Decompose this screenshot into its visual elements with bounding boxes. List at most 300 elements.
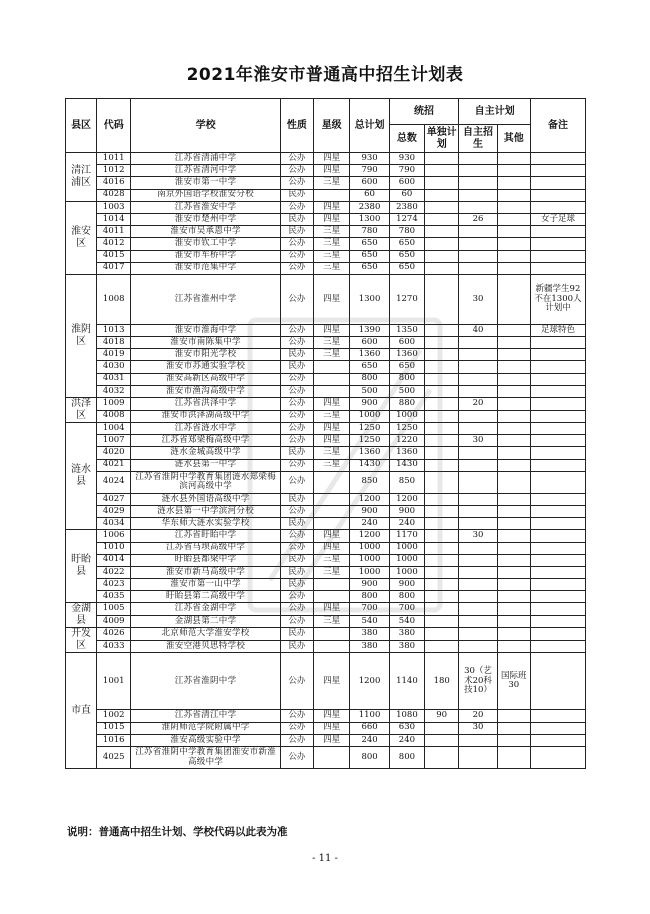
- table-row: [66, 554, 586, 566]
- total-plan-cell: 700: [350, 603, 389, 616]
- nature-cell: 公办: [280, 274, 313, 324]
- other-cell: [497, 628, 530, 641]
- school-cell: 江苏省清河中学: [131, 165, 280, 177]
- code-cell: 4033: [97, 640, 131, 653]
- county-cell: 清江浦区: [66, 153, 97, 202]
- unified-total-cell: 1200: [389, 493, 424, 505]
- school-cell: 涟水县外国语高级中学: [131, 493, 280, 505]
- school-cell: 淮安市苏通实验学校: [131, 361, 280, 373]
- separate-plan-cell: [425, 471, 459, 493]
- unified-total-cell: 790: [389, 165, 424, 177]
- code-cell: 4008: [97, 410, 131, 423]
- nature-cell: 公办: [280, 385, 313, 397]
- self-enroll-cell: [459, 459, 497, 471]
- separate-plan-cell: [425, 226, 459, 238]
- other-cell: [497, 640, 530, 653]
- unified-total-cell: 1220: [389, 435, 424, 447]
- self-enroll-cell: [459, 615, 497, 628]
- remarks-cell: [530, 615, 585, 628]
- school-cell: 江苏省淮安中学: [131, 201, 280, 213]
- separate-plan-cell: [425, 603, 459, 616]
- remarks-cell: [530, 566, 585, 578]
- school-cell: 江苏省涟水中学: [131, 423, 280, 435]
- separate-plan-cell: [425, 250, 459, 262]
- self-enroll-cell: [459, 226, 497, 238]
- total-plan-cell: 930: [350, 153, 389, 165]
- table-row: [66, 250, 586, 262]
- table-row: [66, 262, 586, 274]
- total-plan-cell: 850: [350, 471, 389, 493]
- total-plan-cell: 800: [350, 747, 389, 769]
- remarks-cell: 新疆学生92不在1300人计划中: [530, 274, 585, 324]
- total-plan-cell: 1430: [350, 459, 389, 471]
- self-enroll-cell: [459, 505, 497, 517]
- unified-total-cell: 1430: [389, 459, 424, 471]
- nature-cell: 公办: [280, 722, 313, 734]
- table-row: [66, 324, 586, 336]
- unified-total-cell: 700: [389, 603, 424, 616]
- star-cell: 四星: [314, 213, 350, 225]
- total-plan-cell: 900: [350, 505, 389, 517]
- unified-total-cell: 630: [389, 722, 424, 734]
- table-row: [66, 373, 586, 385]
- total-plan-cell: 1300: [350, 274, 389, 324]
- code-cell: 1003: [97, 201, 131, 213]
- self-enroll-cell: 30: [459, 722, 497, 734]
- separate-plan-cell: [425, 385, 459, 397]
- school-cell: 淮安高级实验中学: [131, 734, 280, 746]
- star-cell: 四星: [314, 542, 350, 554]
- code-cell: 4024: [97, 471, 131, 493]
- other-cell: [497, 398, 530, 411]
- other-cell: [497, 262, 530, 274]
- self-enroll-cell: [459, 471, 497, 493]
- remarks-cell: [530, 447, 585, 459]
- self-enroll-cell: [459, 591, 497, 603]
- other-cell: [497, 373, 530, 385]
- unified-total-cell: 60: [389, 189, 424, 201]
- school-cell: 淮安市范集中学: [131, 262, 280, 274]
- separate-plan-cell: [425, 530, 459, 542]
- remarks-cell: [530, 361, 585, 373]
- self-enroll-cell: [459, 628, 497, 641]
- table-row: [66, 177, 586, 189]
- other-cell: [497, 337, 530, 349]
- total-plan-cell: 800: [350, 373, 389, 385]
- nature-cell: 公办: [280, 373, 313, 385]
- star-cell: [314, 518, 350, 530]
- total-plan-cell: 650: [350, 262, 389, 274]
- other-cell: [497, 615, 530, 628]
- total-plan-cell: 1250: [350, 423, 389, 435]
- other-cell: [497, 447, 530, 459]
- star-cell: 四星: [314, 722, 350, 734]
- self-enroll-cell: [459, 734, 497, 746]
- code-cell: 1014: [97, 213, 131, 225]
- header-separate-plan: 单独计划: [425, 125, 459, 153]
- separate-plan-cell: 180: [425, 653, 459, 710]
- footnote: 说明：普通高中招生计划、学校代码以此表为准: [67, 826, 288, 838]
- other-cell: [497, 566, 530, 578]
- other-cell: [497, 361, 530, 373]
- self-enroll-cell: [459, 373, 497, 385]
- table-row: [66, 213, 586, 225]
- nature-cell: 公办: [280, 530, 313, 542]
- code-cell: 4012: [97, 238, 131, 250]
- header-other: 其他: [497, 125, 530, 153]
- page-number: - 11 -: [312, 853, 338, 864]
- school-cell: 淮阴师范学院附属中学: [131, 722, 280, 734]
- remarks-cell: [530, 373, 585, 385]
- code-cell: 1004: [97, 423, 131, 435]
- self-enroll-cell: [459, 423, 497, 435]
- self-enroll-cell: [459, 554, 497, 566]
- total-plan-cell: 800: [350, 591, 389, 603]
- remarks-cell: [530, 250, 585, 262]
- separate-plan-cell: [425, 337, 459, 349]
- header-unified: 统招: [389, 99, 459, 125]
- remarks-cell: [530, 591, 585, 603]
- remarks-cell: [530, 542, 585, 554]
- self-enroll-cell: [459, 153, 497, 165]
- separate-plan-cell: [425, 423, 459, 435]
- other-cell: [497, 410, 530, 423]
- school-cell: 淮安市洪泽湖高级中学: [131, 410, 280, 423]
- unified-total-cell: 1360: [389, 447, 424, 459]
- star-cell: 四星: [314, 274, 350, 324]
- total-plan-cell: 1200: [350, 493, 389, 505]
- nature-cell: 公办: [280, 238, 313, 250]
- star-cell: 三星: [314, 459, 350, 471]
- separate-plan-cell: [425, 640, 459, 653]
- school-cell: 淮安市阳光学校: [131, 349, 280, 361]
- table-row: [66, 238, 586, 250]
- school-cell: 涟水县第一中学滨河分校: [131, 505, 280, 517]
- nature-cell: 公办: [280, 615, 313, 628]
- table-row: [66, 398, 586, 411]
- other-cell: [497, 722, 530, 734]
- unified-total-cell: 800: [389, 747, 424, 769]
- self-enroll-cell: [459, 385, 497, 397]
- code-cell: 4022: [97, 566, 131, 578]
- other-cell: [497, 189, 530, 201]
- unified-total-cell: 880: [389, 398, 424, 411]
- nature-cell: 公办: [280, 542, 313, 554]
- star-cell: 四星: [314, 398, 350, 411]
- table-body: [66, 153, 586, 769]
- nature-cell: 民办: [280, 628, 313, 641]
- table-row: [66, 710, 586, 722]
- header-county: 县区: [66, 99, 97, 153]
- star-cell: 四星: [314, 324, 350, 336]
- table-row: [66, 542, 586, 554]
- other-cell: [497, 177, 530, 189]
- separate-plan-cell: [425, 213, 459, 225]
- remarks-cell: [530, 349, 585, 361]
- total-plan-cell: 660: [350, 722, 389, 734]
- other-cell: [497, 349, 530, 361]
- total-plan-cell: 1000: [350, 542, 389, 554]
- self-enroll-cell: [459, 447, 497, 459]
- school-cell: 华东师大涟水实验学校: [131, 518, 280, 530]
- school-cell: 淮安高新区高级中学: [131, 373, 280, 385]
- remarks-cell: [530, 423, 585, 435]
- table-row: [66, 435, 586, 447]
- code-cell: 1007: [97, 435, 131, 447]
- self-enroll-cell: 30: [459, 435, 497, 447]
- code-cell: 4034: [97, 518, 131, 530]
- remarks-cell: [530, 459, 585, 471]
- table-row: [66, 579, 586, 591]
- page-title: 2021年淮安市普通高中招生计划表: [186, 65, 464, 85]
- code-cell: 4011: [97, 226, 131, 238]
- star-cell: 四星: [314, 710, 350, 722]
- school-cell: 金湖县第二中学: [131, 615, 280, 628]
- enrollment-plan-table: [65, 98, 586, 769]
- self-enroll-cell: [459, 262, 497, 274]
- self-enroll-cell: [459, 518, 497, 530]
- star-cell: [314, 505, 350, 517]
- other-cell: [497, 603, 530, 616]
- unified-total-cell: 1350: [389, 324, 424, 336]
- remarks-cell: [530, 153, 585, 165]
- table-row: [66, 747, 586, 769]
- remarks-cell: [530, 710, 585, 722]
- star-cell: [314, 628, 350, 641]
- table-row: [66, 615, 586, 628]
- separate-plan-cell: [425, 189, 459, 201]
- remarks-cell: [530, 554, 585, 566]
- unified-total-cell: 1140: [389, 653, 424, 710]
- separate-plan-cell: [425, 398, 459, 411]
- nature-cell: 公办: [280, 324, 313, 336]
- table-row: [66, 653, 586, 710]
- unified-total-cell: 600: [389, 177, 424, 189]
- nature-cell: 民办: [280, 566, 313, 578]
- code-cell: 4026: [97, 628, 131, 641]
- separate-plan-cell: [425, 274, 459, 324]
- unified-total-cell: 1080: [389, 710, 424, 722]
- total-plan-cell: 1100: [350, 710, 389, 722]
- table-row: [66, 361, 586, 373]
- table-row: [66, 447, 586, 459]
- separate-plan-cell: [425, 361, 459, 373]
- school-cell: 淮安市第一山中学: [131, 579, 280, 591]
- self-enroll-cell: [459, 542, 497, 554]
- nature-cell: 民办: [280, 447, 313, 459]
- unified-total-cell: 240: [389, 734, 424, 746]
- other-cell: [497, 579, 530, 591]
- table-row: [66, 603, 586, 616]
- star-cell: 三星: [314, 238, 350, 250]
- separate-plan-cell: [425, 262, 459, 274]
- other-cell: [497, 530, 530, 542]
- star-cell: 三星: [314, 615, 350, 628]
- self-enroll-cell: 20: [459, 710, 497, 722]
- remarks-cell: [530, 471, 585, 493]
- star-cell: 四星: [314, 734, 350, 746]
- star-cell: 三星: [314, 410, 350, 423]
- unified-total-cell: 930: [389, 153, 424, 165]
- table-row: [66, 337, 586, 349]
- total-plan-cell: 240: [350, 734, 389, 746]
- star-cell: [314, 493, 350, 505]
- remarks-cell: 足球特色: [530, 324, 585, 336]
- total-plan-cell: 1390: [350, 324, 389, 336]
- table-row: [66, 566, 586, 578]
- header-independent: 自主计划: [459, 99, 531, 125]
- separate-plan-cell: [425, 459, 459, 471]
- table-row: [66, 423, 586, 435]
- remarks-cell: [530, 653, 585, 710]
- separate-plan-cell: [425, 238, 459, 250]
- remarks-cell: [530, 628, 585, 641]
- star-cell: 四星: [314, 423, 350, 435]
- separate-plan-cell: [425, 722, 459, 734]
- other-cell: [497, 213, 530, 225]
- school-cell: 淮安市吴承恩中学: [131, 226, 280, 238]
- code-cell: 4014: [97, 554, 131, 566]
- unified-total-cell: 650: [389, 250, 424, 262]
- separate-plan-cell: [425, 373, 459, 385]
- unified-total-cell: 240: [389, 518, 424, 530]
- nature-cell: 公办: [280, 734, 313, 746]
- unified-total-cell: 380: [389, 640, 424, 653]
- separate-plan-cell: [425, 734, 459, 746]
- separate-plan-cell: [425, 410, 459, 423]
- code-cell: 4020: [97, 447, 131, 459]
- header-nature: 性质: [280, 99, 313, 153]
- code-cell: 4017: [97, 262, 131, 274]
- table-row: [66, 165, 586, 177]
- remarks-cell: [530, 398, 585, 411]
- school-cell: 江苏省淮州中学: [131, 274, 280, 324]
- remarks-cell: [530, 734, 585, 746]
- other-cell: [497, 165, 530, 177]
- code-cell: 1005: [97, 603, 131, 616]
- total-plan-cell: 900: [350, 398, 389, 411]
- code-cell: 4031: [97, 373, 131, 385]
- table-row: [66, 226, 586, 238]
- remarks-cell: [530, 410, 585, 423]
- total-plan-cell: 650: [350, 361, 389, 373]
- remarks-cell: [530, 530, 585, 542]
- code-cell: 4025: [97, 747, 131, 769]
- star-cell: [314, 385, 350, 397]
- unified-total-cell: 1250: [389, 423, 424, 435]
- separate-plan-cell: [425, 153, 459, 165]
- total-plan-cell: 1200: [350, 530, 389, 542]
- separate-plan-cell: [425, 165, 459, 177]
- total-plan-cell: 60: [350, 189, 389, 201]
- code-cell: 4009: [97, 615, 131, 628]
- remarks-cell: [530, 238, 585, 250]
- nature-cell: 民办: [280, 226, 313, 238]
- table-row: [66, 459, 586, 471]
- nature-cell: 公办: [280, 337, 313, 349]
- code-cell: 1015: [97, 722, 131, 734]
- nature-cell: 民办: [280, 213, 313, 225]
- other-cell: [497, 471, 530, 493]
- unified-total-cell: 900: [389, 505, 424, 517]
- school-cell: 江苏省金湖中学: [131, 603, 280, 616]
- total-plan-cell: 600: [350, 177, 389, 189]
- separate-plan-cell: [425, 435, 459, 447]
- header-self-enroll: 自主招生: [459, 125, 497, 153]
- remarks-cell: [530, 747, 585, 769]
- total-plan-cell: 500: [350, 385, 389, 397]
- other-cell: [497, 238, 530, 250]
- school-cell: 江苏省马坝高级中学: [131, 542, 280, 554]
- code-cell: 4023: [97, 579, 131, 591]
- unified-total-cell: 900: [389, 579, 424, 591]
- other-cell: [497, 493, 530, 505]
- code-cell: 1002: [97, 710, 131, 722]
- star-cell: 四星: [314, 530, 350, 542]
- total-plan-cell: 790: [350, 165, 389, 177]
- school-cell: 淮安市新马高级中学: [131, 566, 280, 578]
- school-cell: 江苏省淮阴中学教育集团涟水郑梁梅滨河高级中学: [131, 471, 280, 493]
- total-plan-cell: 650: [350, 238, 389, 250]
- nature-cell: 民办: [280, 349, 313, 361]
- code-cell: 4018: [97, 337, 131, 349]
- nature-cell: 民办: [280, 554, 313, 566]
- remarks-cell: [530, 493, 585, 505]
- county-cell: 市直: [66, 653, 97, 769]
- school-cell: 淮安市车桥中学: [131, 250, 280, 262]
- other-cell: [497, 459, 530, 471]
- total-plan-cell: 1360: [350, 349, 389, 361]
- unified-total-cell: 650: [389, 238, 424, 250]
- separate-plan-cell: [425, 518, 459, 530]
- star-cell: 四星: [314, 201, 350, 213]
- remarks-cell: 女子足球: [530, 213, 585, 225]
- county-cell: 淮安区: [66, 201, 97, 274]
- table-row: [66, 153, 586, 165]
- nature-cell: 民办: [280, 518, 313, 530]
- self-enroll-cell: 30（艺术20科技10）: [459, 653, 497, 710]
- school-cell: 北京师范大学淮安学校: [131, 628, 280, 641]
- code-cell: 4015: [97, 250, 131, 262]
- star-cell: 三星: [314, 566, 350, 578]
- header-remarks: 备注: [530, 99, 585, 153]
- separate-plan-cell: [425, 554, 459, 566]
- school-cell: 江苏省淮阴中学教育集团淮安市新淮高级中学: [131, 747, 280, 769]
- school-cell: 淮安市楚州中学: [131, 213, 280, 225]
- other-cell: [497, 554, 530, 566]
- code-cell: 4021: [97, 459, 131, 471]
- table-row: [66, 505, 586, 517]
- star-cell: 三星: [314, 177, 350, 189]
- self-enroll-cell: [459, 250, 497, 262]
- star-cell: [314, 579, 350, 591]
- code-cell: 4019: [97, 349, 131, 361]
- unified-total-cell: 1000: [389, 566, 424, 578]
- nature-cell: 公办: [280, 423, 313, 435]
- total-plan-cell: 1000: [350, 566, 389, 578]
- star-cell: 三星: [314, 447, 350, 459]
- remarks-cell: [530, 518, 585, 530]
- other-cell: [497, 747, 530, 769]
- unified-total-cell: 1000: [389, 554, 424, 566]
- total-plan-cell: 1250: [350, 435, 389, 447]
- separate-plan-cell: 90: [425, 710, 459, 722]
- nature-cell: 公办: [280, 177, 313, 189]
- star-cell: 四星: [314, 165, 350, 177]
- nature-cell: 公办: [280, 471, 313, 493]
- unified-total-cell: 650: [389, 262, 424, 274]
- self-enroll-cell: 26: [459, 213, 497, 225]
